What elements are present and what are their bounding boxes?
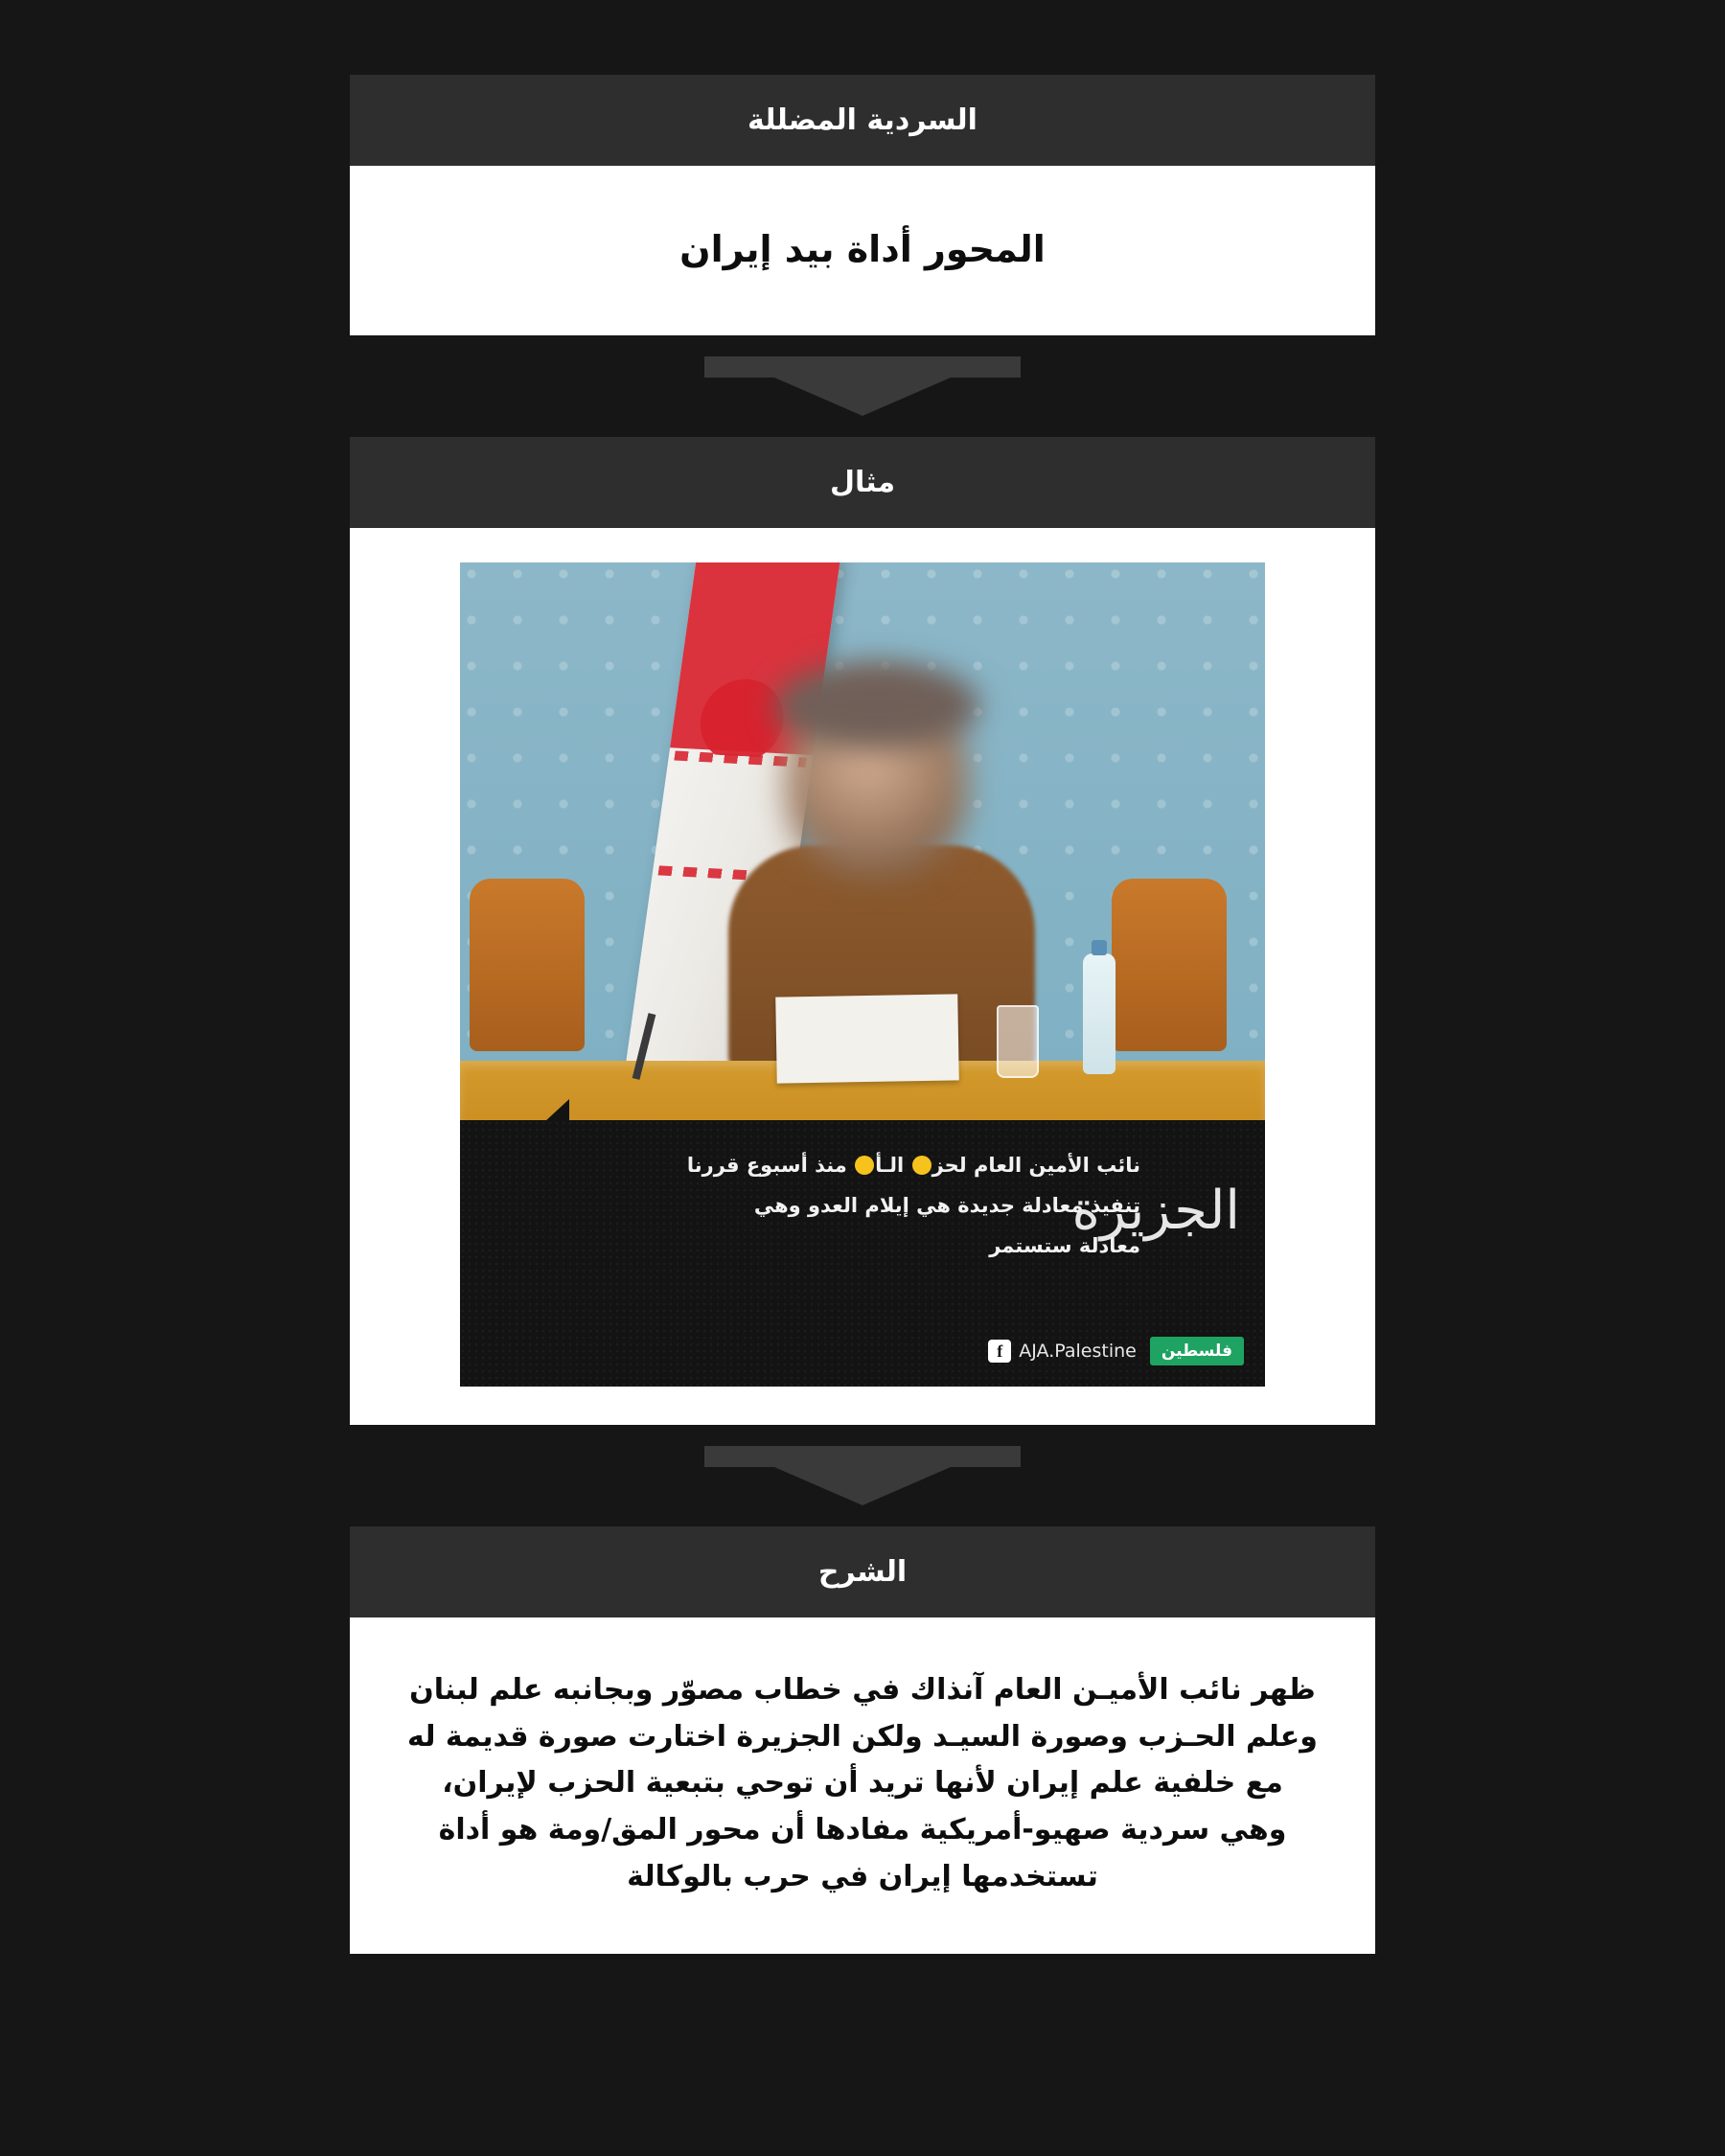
arrow-tip — [774, 1467, 951, 1505]
caption-line-3: معادلة ستستمر — [989, 1234, 1140, 1258]
card-misleading-narrative — [350, 75, 1375, 335]
caption-line-2: تنفيذ معادلة جديدة هي إيلام العدو وهي — [753, 1194, 1140, 1218]
example-media-wrapper — [350, 528, 1375, 1425]
lower-third-footer — [988, 1337, 1244, 1365]
facebook-handle-group — [988, 1340, 1137, 1363]
lower-third-notch — [544, 1099, 569, 1122]
caption-line-1 — [481, 1145, 1140, 1185]
arrow-bar — [704, 356, 1021, 378]
water-glass — [997, 1005, 1039, 1078]
news-lower-third — [460, 1120, 1265, 1387]
card-header-explanation: الشرح — [350, 1526, 1375, 1617]
arrow-bar — [704, 1446, 1021, 1467]
facebook-handle-text: AJA.Palestine — [1019, 1341, 1137, 1363]
caption-part-2: لحز — [932, 1154, 967, 1178]
chair-right — [1112, 879, 1227, 1051]
redaction-dot-1 — [912, 1156, 932, 1175]
caption-part-4: منذ أسبوع قررنا — [686, 1154, 855, 1178]
narrative-claim-text: المحور أداة بيد إيران — [679, 228, 1046, 270]
channel-badge: فلسطين — [1150, 1337, 1244, 1365]
lower-third-caption — [481, 1145, 1140, 1266]
card-explanation — [350, 1526, 1375, 1954]
card-example — [350, 437, 1375, 1425]
aljazeera-logo-icon: الجزيرة — [1071, 1180, 1240, 1243]
caption-part-1: نائب الأمين العام — [966, 1154, 1140, 1178]
explanation-text: ظهر نائب الأميـن العام آنذاك في خطاب مصوّر وبجانبه علم لبنان وعلم الحـزب وصورة السيـد ولكن الجزيرة اختارت صورة قديمة له مع خلفية علم إيران لأنها تريد أن توحي بتبعية الحزب لإيران، وهي سردية صهيو-أمريكية مفادها أن محور المق/ومة هو أداة تستخدمها إيران في حرب بالوكالة — [407, 1673, 1318, 1893]
card-header-example: مثال — [350, 437, 1375, 528]
card-header-misleading-narrative: السردية المضللة — [350, 75, 1375, 166]
card-body-example — [350, 528, 1375, 1425]
chair-left — [470, 879, 585, 1051]
card-body-misleading-narrative — [350, 166, 1375, 335]
desk-papers — [775, 995, 959, 1084]
water-bottle — [1083, 953, 1116, 1074]
card-body-explanation — [350, 1617, 1375, 1954]
speaker-turban — [774, 662, 979, 748]
arrow-down-icon-1 — [704, 356, 1021, 416]
flow-container — [350, 75, 1375, 1954]
facebook-icon: f — [988, 1340, 1011, 1363]
redaction-dot-2 — [855, 1156, 874, 1175]
caption-part-3: الـأ — [875, 1154, 911, 1178]
example-screenshot-image — [460, 562, 1265, 1387]
arrow-tip — [774, 378, 951, 416]
arrow-down-icon-2 — [704, 1446, 1021, 1505]
